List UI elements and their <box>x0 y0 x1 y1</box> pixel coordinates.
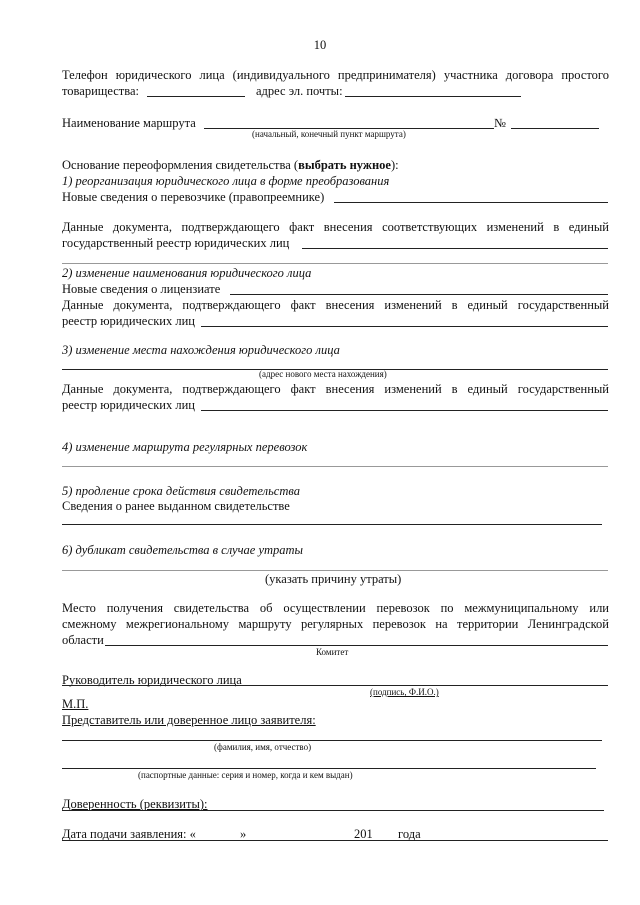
head-label: Руководитель юридического лица <box>62 673 242 687</box>
route-label: Наименование маршрута <box>62 116 196 130</box>
date-close-quote: » <box>240 827 247 841</box>
date-label: Дата подачи заявления: « <box>62 827 196 841</box>
route-hint: (начальный, конечный пункт маршрута) <box>252 129 406 139</box>
proxy-field[interactable] <box>62 810 604 811</box>
route-number-label: № <box>494 116 506 130</box>
basis-title <box>62 158 399 173</box>
place-line3: области <box>62 633 104 647</box>
section-4-title: 4) изменение маршрута регулярных перевозок <box>62 440 308 454</box>
s1-doc-field[interactable] <box>302 248 608 249</box>
section-2-title: 2) изменение наименования юридического лица <box>62 266 312 280</box>
basis-title-suffix: ): <box>390 158 399 172</box>
s6-hint: (указать причину утраты) <box>265 572 402 586</box>
s1-extra-line[interactable] <box>62 263 608 264</box>
route-number-field[interactable] <box>511 128 599 129</box>
s3-doc-line1: Данные документа, подтверждающего факт внесения изменений в единый государственный <box>62 382 609 396</box>
place-line2: смежному межрегиональному маршруту регулярных перевозок на территории Ленинградской <box>62 617 609 631</box>
phone-label: товарищества: <box>62 84 140 98</box>
place-hint: Комитет <box>316 647 349 657</box>
basis-title-prefix: Основание переоформления свидетельства ( <box>62 158 299 172</box>
rep-passport-field[interactable] <box>62 768 596 769</box>
head-hint: (подпись, Ф.И.О.) <box>370 687 439 697</box>
phone-label-line1: Телефон юридического лица (индивидуального предпринимателя) участника договора простого <box>62 68 609 82</box>
s2-doc-field[interactable] <box>201 326 608 327</box>
s2-doc-line2: реестр юридических лиц <box>62 314 195 328</box>
rep-passport-hint: (паспортные данные: серия и номер, когда и кем выдан) <box>138 770 353 780</box>
s5-prev-label: Сведения о ранее выданном свидетельстве <box>62 499 290 513</box>
s6-reason-field[interactable] <box>62 570 608 571</box>
section-3-title: 3) изменение места нахождения юридического лица <box>62 343 340 357</box>
date-field[interactable] <box>62 840 608 841</box>
email-field[interactable] <box>345 96 521 97</box>
rep-label: Представитель или доверенное лицо заявителя: <box>62 713 316 727</box>
section-1-title: 1) реорганизация юридического лица в форме преобразования <box>62 174 390 188</box>
s2-licensee-field[interactable] <box>230 294 608 295</box>
place-field[interactable] <box>105 645 608 646</box>
section-6-title: 6) дубликат свидетельства в случае утраты <box>62 543 304 557</box>
s4-route-field[interactable] <box>62 466 608 467</box>
s1-carrier-field[interactable] <box>334 202 608 203</box>
s2-doc-line1: Данные документа, подтверждающего факт внесения изменений в единый государственный <box>62 298 609 312</box>
date-year: 201 <box>354 827 373 841</box>
s1-doc-line2: государственный реестр юридических лиц <box>62 236 290 250</box>
proxy-label: Доверенность (реквизиты): <box>62 797 208 811</box>
s1-doc-line1: Данные документа, подтверждающего факт внесения соответствующих изменений в единый <box>62 220 609 234</box>
s3-hint: (адрес нового места нахождения) <box>259 369 387 379</box>
stamp-label: М.П. <box>62 697 89 711</box>
section-5-title: 5) продление срока действия свидетельства <box>62 484 300 498</box>
s2-licensee-label: Новые сведения о лицензиате <box>62 282 221 296</box>
rep-name-hint: (фамилия, имя, отчество) <box>214 742 312 752</box>
head-signature-field[interactable] <box>62 685 608 686</box>
basis-title-bold: выбрать нужное <box>298 158 391 172</box>
rep-name-field[interactable] <box>62 740 602 741</box>
page-number: 10 <box>313 38 327 52</box>
s1-carrier-label: Новые сведения о перевозчике (правопреемнике) <box>62 190 325 204</box>
s5-prev-field[interactable] <box>62 524 602 525</box>
email-label: адрес эл. почты: <box>256 84 343 98</box>
date-year-suffix: года <box>398 827 421 841</box>
s3-doc-field[interactable] <box>201 410 608 411</box>
place-line1: Место получения свидетельства об осуществлении перевозок по межмуниципальному или <box>62 601 609 615</box>
s3-doc-line2: реестр юридических лиц <box>62 398 195 412</box>
phone-field[interactable] <box>147 96 245 97</box>
